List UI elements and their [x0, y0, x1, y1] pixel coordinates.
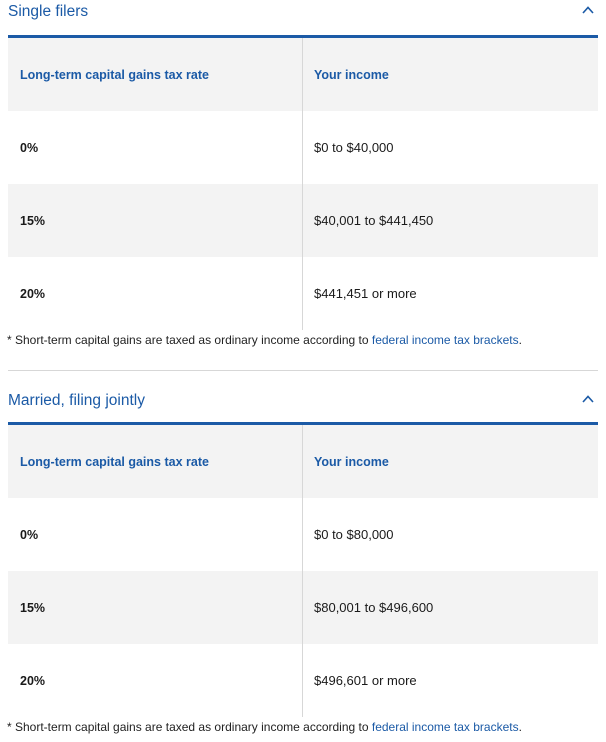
footnote-text: * Short-term capital gains are taxed as ordinary income according to: [7, 720, 372, 734]
accordion-header-single-filers[interactable]: [0, 0, 606, 34]
footnote: [7, 333, 522, 347]
footnote-end: .: [518, 333, 522, 347]
section-single-filers: [0, 0, 606, 347]
federal-tax-brackets-link[interactable]: federal income tax brackets: [371, 720, 519, 734]
column-header-rate: Long-term capital gains tax rate: [8, 38, 303, 111]
income-cell: $0 to $40,000: [314, 140, 394, 155]
rate-cell: 0%: [8, 111, 303, 184]
table-row: [8, 257, 598, 330]
rate-cell: 15%: [8, 571, 303, 644]
tax-rate-table: [8, 35, 598, 330]
column-header-rate: Long-term capital gains tax rate: [8, 425, 303, 498]
section-married-filing-jointly: [0, 389, 606, 734]
footnote: [7, 720, 522, 734]
table-header-row: [8, 425, 598, 498]
table-row: [8, 571, 598, 644]
income-cell: $80,001 to $496,600: [314, 600, 434, 615]
tax-rate-table: [8, 422, 598, 717]
column-header-income: Your income: [314, 67, 389, 82]
chevron-up-icon[interactable]: [581, 392, 595, 406]
federal-tax-brackets-link[interactable]: federal income tax brackets: [371, 333, 519, 347]
accordion-header-married-filing-jointly[interactable]: [0, 389, 606, 423]
table-row: [8, 184, 598, 257]
section-title: Single filers: [8, 3, 89, 20]
table-row: [8, 111, 598, 184]
footnote-text: * Short-term capital gains are taxed as ordinary income according to: [7, 333, 372, 347]
rate-cell: 20%: [8, 644, 303, 717]
income-cell: $441,451 or more: [314, 286, 417, 301]
income-cell: $40,001 to $441,450: [314, 213, 434, 228]
table-row: [8, 644, 598, 717]
footnote-end: .: [518, 720, 522, 734]
section-divider: [8, 370, 598, 371]
table-header-row: [8, 38, 598, 111]
column-header-income: Your income: [314, 454, 389, 469]
table-row: [8, 498, 598, 571]
income-cell: $0 to $80,000: [314, 527, 394, 542]
rate-cell: 15%: [8, 184, 303, 257]
section-title: Married, filing jointly: [8, 392, 145, 409]
income-cell: $496,601 or more: [314, 673, 417, 688]
chevron-up-icon[interactable]: [581, 3, 595, 17]
rate-cell: 20%: [8, 257, 303, 330]
rate-cell: 0%: [8, 498, 303, 571]
